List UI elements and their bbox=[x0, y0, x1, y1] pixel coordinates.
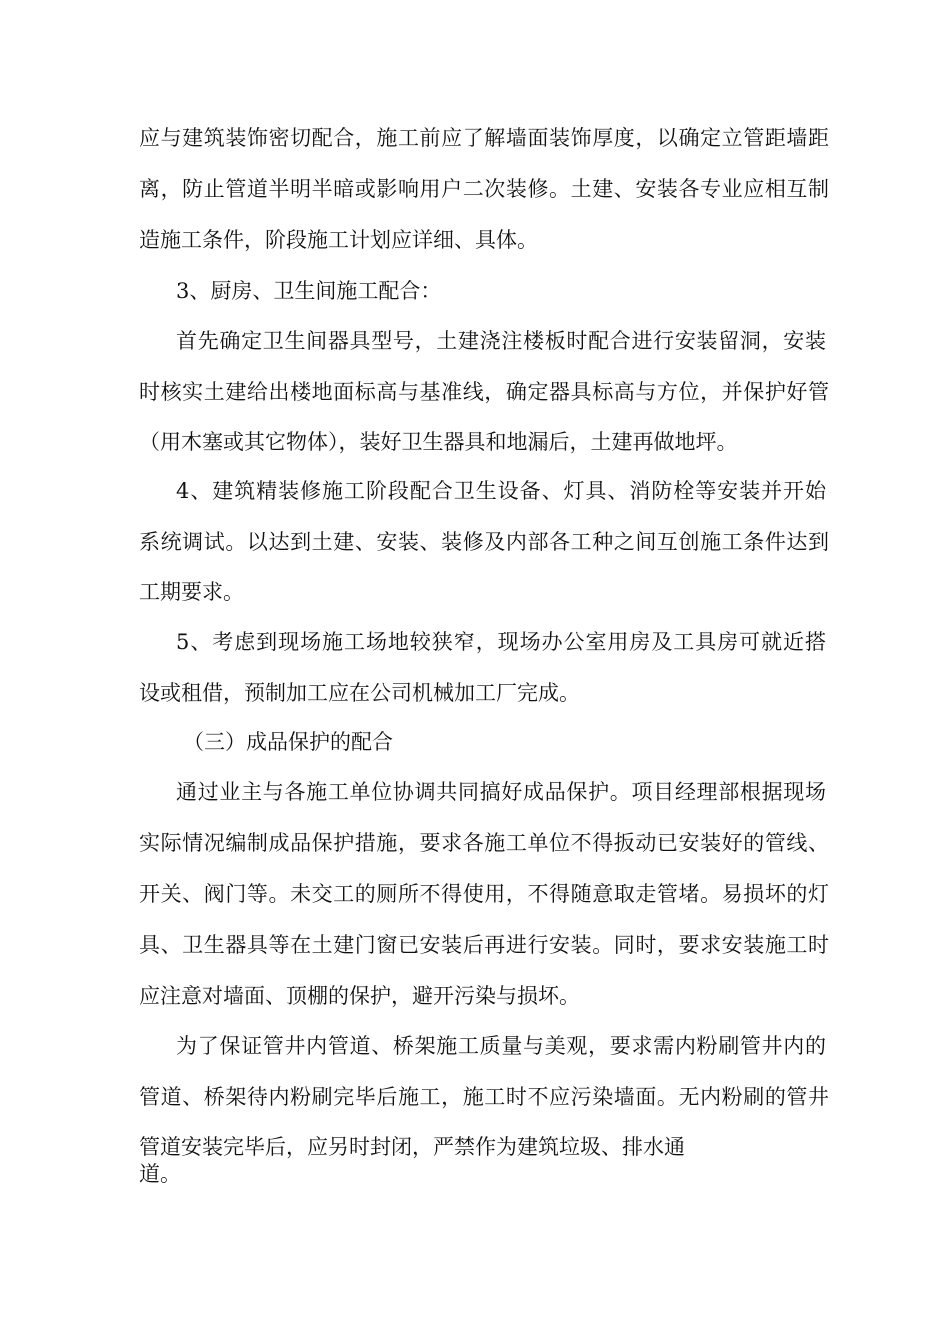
paragraph-line: （用木塞或其它物体），装好卫生器具和地漏后，土建再做地坪。 bbox=[139, 430, 738, 454]
paragraph-line: 系统调试。以达到土建、安装、装修及内部各工种之间互创施工条件达到 bbox=[139, 530, 829, 554]
paragraph-line: 造施工条件，阶段施工计划应详细、具体。 bbox=[139, 228, 538, 252]
paragraph-line: 通过业主与各施工单位协调共同搞好成品保护。项目经理部根据现场 bbox=[176, 780, 826, 804]
paragraph-line: 应注意对墙面、顶棚的保护，避开污染与损坏。 bbox=[139, 984, 580, 1008]
paragraph-line: 开关、阀门等。未交工的厕所不得使用，不得随意取走管堵。易损坏的灯 bbox=[139, 882, 829, 906]
paragraph-line: 离，防止管道半明半暗或影响用户二次装修。土建、安装各专业应相互制 bbox=[139, 177, 829, 201]
paragraph-line: 工期要求。 bbox=[139, 580, 244, 604]
paragraph-line: 道。 bbox=[139, 1162, 181, 1186]
paragraph-line: 5、考虑到现场施工场地较狭窄，现场办公室用房及工具房可就近搭 bbox=[176, 630, 826, 654]
paragraph-line: 设或租借，预制加工应在公司机械加工厂完成。 bbox=[139, 681, 580, 705]
paragraph-line: 管道、桥架待内粉刷完毕后施工，施工时不应污染墙面。无内粉刷的管井 bbox=[139, 1085, 829, 1109]
paragraph-line: 具、卫生器具等在土建门窗已安装后再进行安装。同时，要求安装施工时 bbox=[139, 933, 829, 957]
paragraph-line: 首先确定卫生间器具型号，土建浇注楼板时配合进行安装留洞，安装 bbox=[176, 329, 826, 353]
paragraph-line: 实际情况编制成品保护措施，要求各施工单位不得扳动已安装好的管线、 bbox=[139, 831, 829, 855]
section-heading: （三）成品保护的配合 bbox=[183, 730, 393, 754]
paragraph-line: 管道安装完毕后，应另时封闭，严禁作为建筑垃圾、排水通 bbox=[139, 1135, 685, 1159]
paragraph-line: 应与建筑装饰密切配合，施工前应了解墙面装饰厚度，以确定立管距墙距 bbox=[139, 126, 829, 150]
paragraph-line: 3、厨房、卫生间施工配合： bbox=[176, 279, 442, 303]
paragraph-line: 4、建筑精装修施工阶段配合卫生设备、灯具、消防栓等安装并开始 bbox=[176, 479, 826, 503]
paragraph-line: 时核实土建给出楼地面标高与基准线，确定器具标高与方位，并保护好管 bbox=[139, 380, 829, 404]
paragraph-line: 为了保证管井内管道、桥架施工质量与美观，要求需内粉刷管井内的 bbox=[176, 1034, 826, 1058]
